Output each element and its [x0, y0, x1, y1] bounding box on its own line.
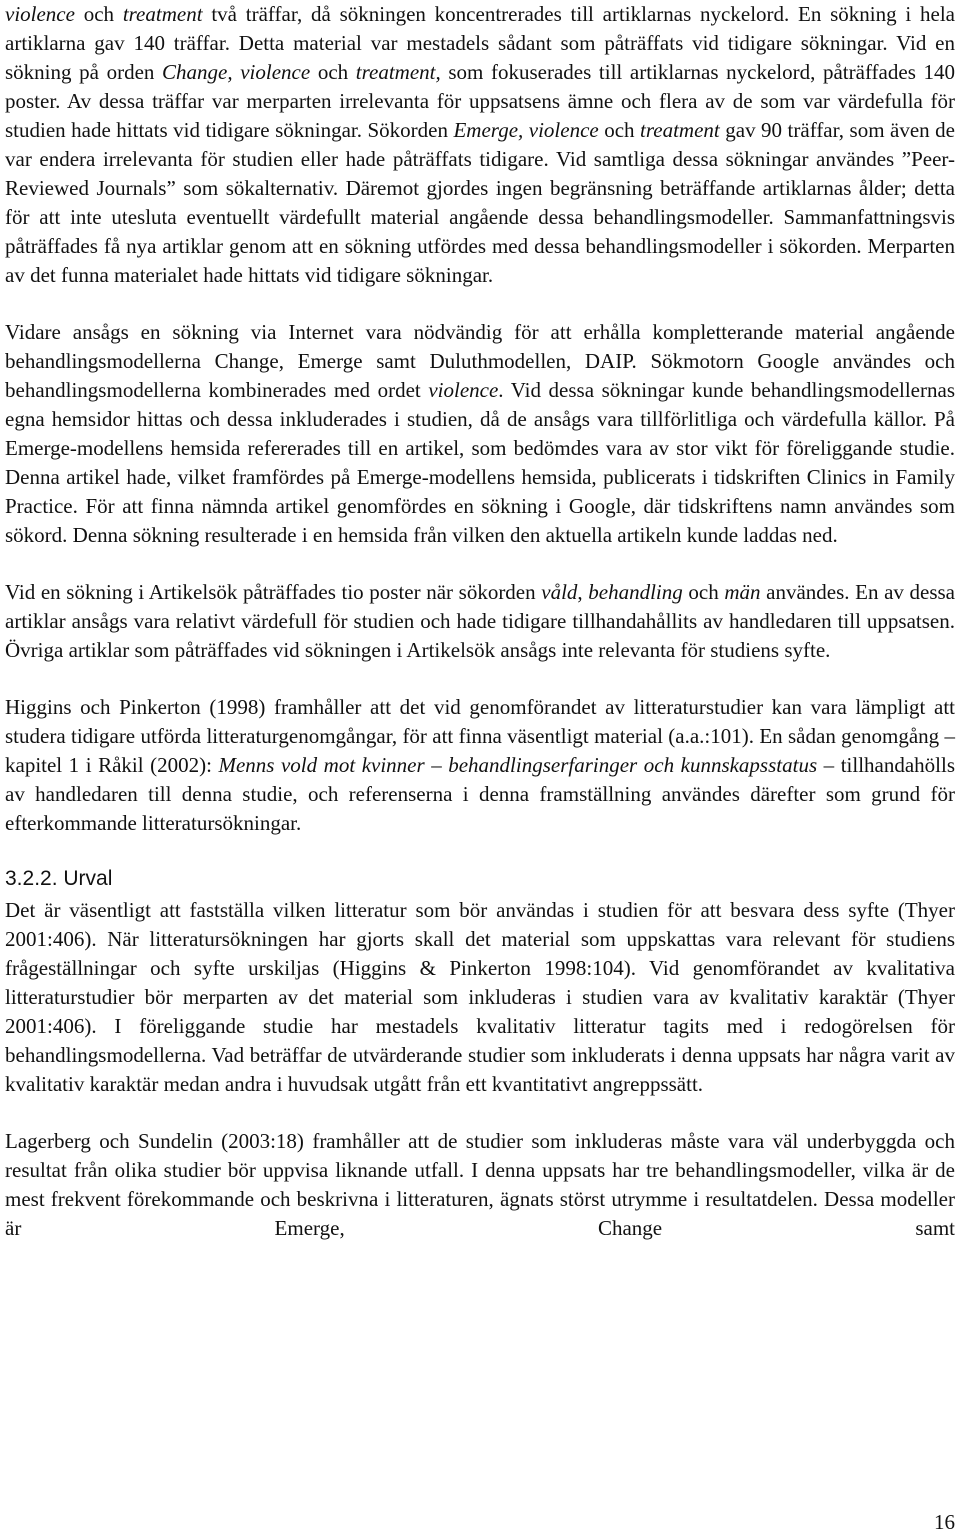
text-run: och	[682, 580, 725, 604]
text-run: gav 90 träffar, som även de var endera irrelevanta för studien eller hade påträffats tidigare. Vid samtliga dessa sökningar användes ”Peer-Reviewed Journals” som sökalternativ. Däremot gjordes ingen begränsning beträffande artiklarnas ålder; detta för att inte utesluta eventuellt värdefullt material angående dessa behandlingsmodeller. Sammanfattningsvis påträffades få nya artiklar genom att en sökning utfördes med dessa behandlingsmodeller i sökorden. Merparten av det funna materialet hade hittats vid tidigare sökningar.	[5, 118, 955, 287]
paragraph-spacer	[5, 1099, 955, 1127]
text-run: – tillhandahölls av handledaren till denna studie, och referenserna i denna framställning användes därefter som grund för efterkommande litteratursökningar.	[5, 753, 956, 835]
text-run: ,	[577, 580, 589, 604]
italic-text: treatment,	[355, 60, 441, 84]
italic-text: behandling	[588, 580, 683, 604]
paragraph-p2	[5, 318, 955, 550]
italic-text: violence	[5, 2, 75, 26]
italic-text: treatment	[640, 118, 720, 142]
italic-text: Change, violence	[162, 60, 311, 84]
italic-text: våld	[541, 580, 578, 604]
document-body	[5, 0, 955, 1243]
text-run: Higgins och Pinkerton (1998) framhåller att det vid genomförandet av litteraturstudier kan vara lämpligt att studera tidigare utförda litteraturgenomgångar, för att finna väsentligt material (a.a.:101). En sådan genomgång – kapitel 1 i Råkil (2002):	[5, 695, 955, 777]
italic-text: män	[724, 580, 761, 604]
paragraph-p6	[5, 1127, 955, 1243]
paragraph-p4	[5, 693, 955, 838]
text-run: och	[74, 2, 123, 26]
text-run: Lagerberg och Sundelin (2003:18) framhåller att de studier som inkluderas måste vara väl underbyggda och resultat från olika studier bör uppvisa liknande utfall. I denna uppsats har tre behandlingsmodeller, vilka är de mest frekvent förekommande och beskrivna i litteraturen, ägnats störst utrymme i resultatdelen. Dessa modeller är Emerge, Change samt	[5, 1129, 955, 1240]
text-run: och	[598, 118, 641, 142]
page-number: 16	[934, 1510, 955, 1534]
paragraph-p3	[5, 578, 955, 665]
paragraph-spacer	[5, 665, 955, 693]
italic-text: treatment	[122, 2, 203, 26]
paragraph-spacer	[5, 290, 955, 318]
italic-text: Menns vold mot kvinner – behandlingserfaringer och kunnskapsstatus	[218, 753, 818, 777]
text-run: Det är väsentligt att fastställa vilken litteratur som bör användas i studien för att besvara dess syfte (Thyer 2001:406). När litteratursökningen har gjorts skall det material som uppskattas vara relevant för studiens frågeställningar och syfte urskiljas (Higgins & Pinkerton 1998:104). Vid genomförandet av kvalitativa litteraturstudier bör merparten av det material som inkluderas i studien vara av kvalitativ karaktär (Thyer 2001:406). I föreliggande studie har mestadels kvalitativ litteratur tagits med i redogörelsen för behandlingsmodellerna. Vad beträffar de utvärderande studier som inkluderats i denna uppsats har några varit av kvalitativ karaktär medan andra i huvudsak utgått från ett kvantitativt angreppssätt.	[5, 898, 955, 1096]
text-run: användes. En av dessa artiklar ansågs vara relativt värdefull för studien och hade tidigare tillhandahållits av handledaren till uppsatsen. Övriga artiklar som påträffades vid sökningen i Artikelsök ansågs inte relevanta för studiens syfte.	[5, 580, 956, 662]
paragraph-spacer	[5, 550, 955, 578]
section-heading: 3.2.2. Urval	[5, 867, 113, 890]
italic-text: violence	[428, 378, 499, 402]
text-run: som fokuserades till artiklarnas nyckelord, påträffades 140 poster. Av dessa träffar var merparten irrelevanta för uppsatsens ämne och flera av de som var värdefulla för studien hade hittats vid tidigare sökningar. Sökorden	[5, 60, 955, 142]
text-run: Vidare ansågs en sökning via Internet vara nödvändig för att erhålla kompletterande material angående behandlingsmodellerna Change, Emerge samt Duluthmodellen, DAIP. Sökmotorn Google användes och behandlingsmodellerna kombinerades med ordet	[5, 320, 955, 402]
paragraph-p1	[5, 0, 955, 290]
text-run: och	[310, 60, 356, 84]
document-page	[5, 0, 955, 1243]
text-run: två träffar, då sökningen koncentrerades till artiklarnas nyckelord. En sökning i hela artiklarna gav 140 träffar. Detta material var mestadels sådant som påträffats vid tidigare sökningar. Vid en sökning på orden	[5, 2, 955, 84]
heading-spacer	[5, 838, 955, 860]
text-run: Vid en sökning i Artikelsök påträffades tio poster när sökorden	[5, 580, 542, 604]
text-run: . Vid dessa sökningar kunde behandlingsmodellernas egna hemsidor hittas och dessa inkluderades i studien, då de ansågs vara tillförlitliga och värdefulla källor. På Emerge-modellens hemsida refererades till en artikel, som bedömdes vara av stor vikt för föreliggande studie. Denna artikel hade, vilket framfördes på Emerge-modellens hemsida, publicerats i tidskriften Clinics in Family Practice. För att finna nämnda artikel genomfördes en sökning i Google, där tidskriftens namn användes som sökord. Denna sökning resulterade i en hemsida från vilken den aktuella artikeln kunde laddas ned.	[5, 378, 955, 547]
paragraph-p5	[5, 896, 955, 1099]
italic-text: Emerge, violence	[453, 118, 599, 142]
